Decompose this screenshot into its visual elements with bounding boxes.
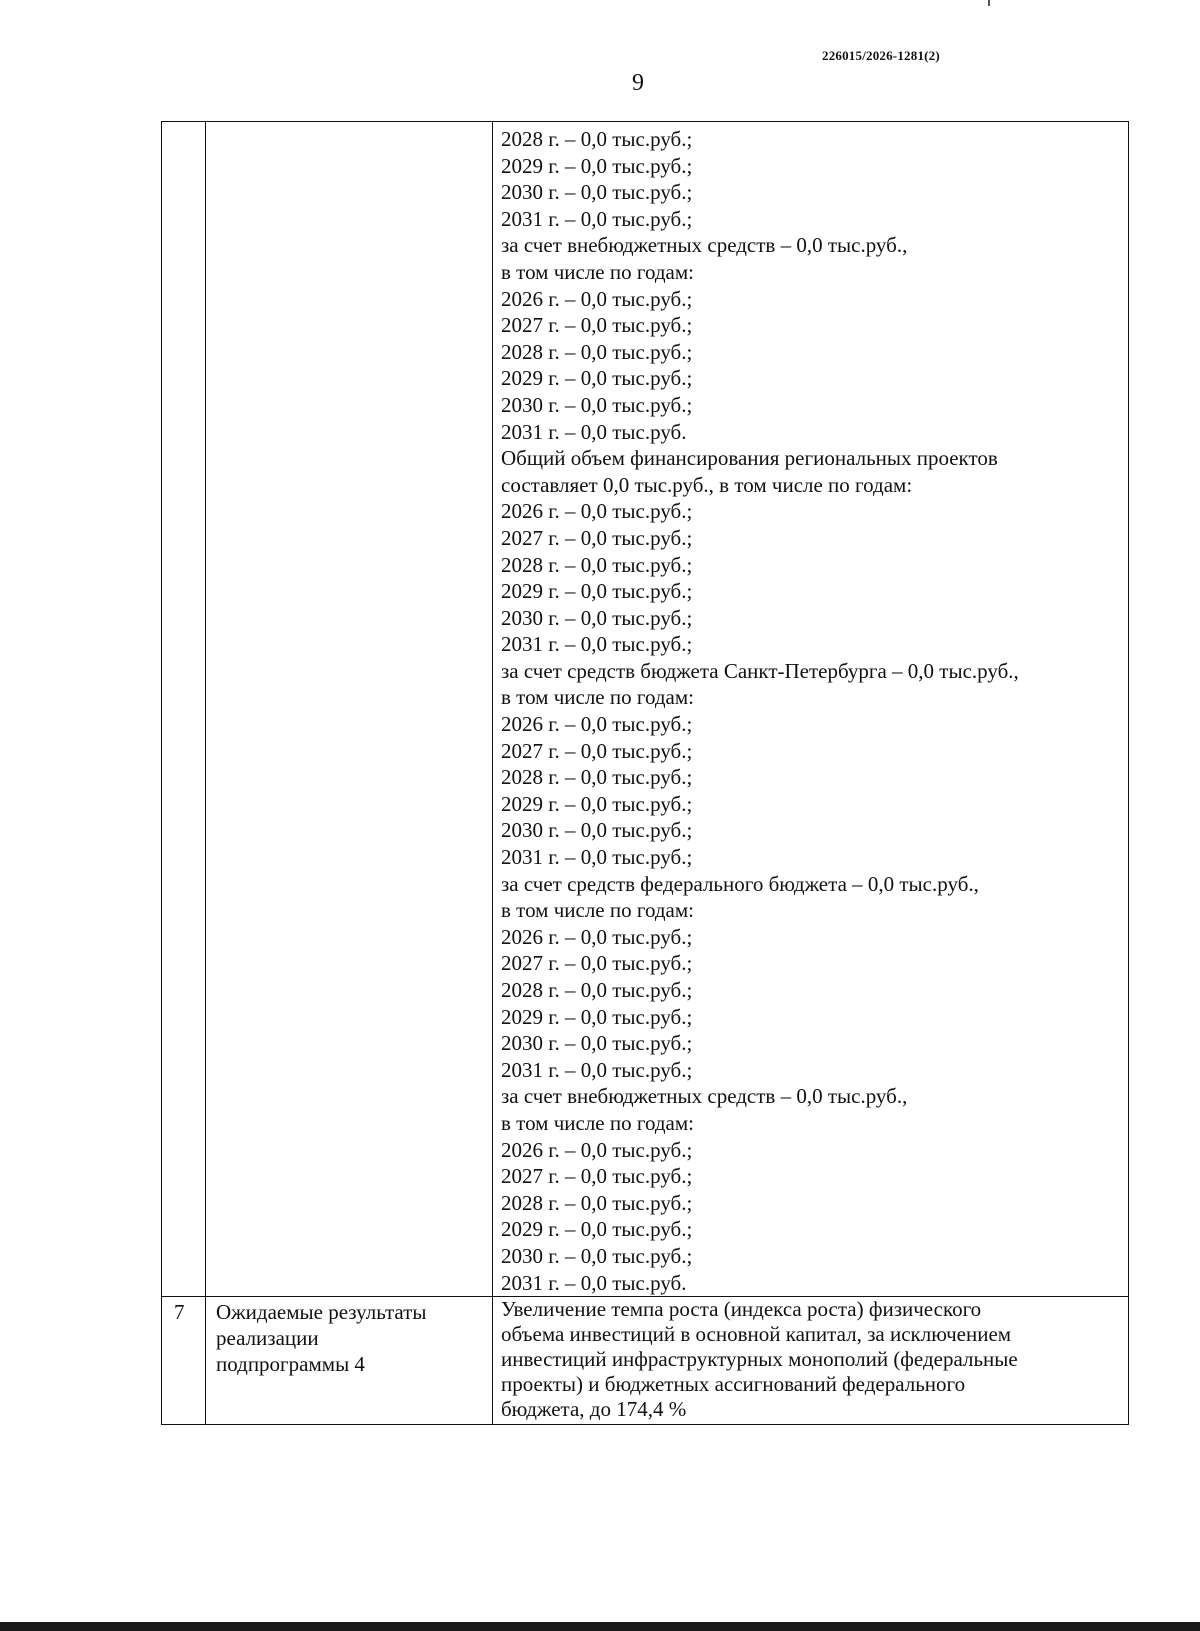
financing-line: 2027 г. – 0,0 тыс.руб.; bbox=[501, 1164, 693, 1189]
financing-line: 2031 г. – 0,0 тыс.руб.; bbox=[501, 632, 693, 657]
financing-line: 2028 г. – 0,0 тыс.руб.; bbox=[501, 127, 693, 151]
passport-table bbox=[161, 121, 1129, 1425]
financing-line: 2031 г. – 0,0 тыс.руб.; bbox=[501, 206, 693, 231]
financing-line: за счет внебюджетных средств – 0,0 тыс.руб., bbox=[501, 1084, 908, 1109]
row-result-text bbox=[493, 1297, 1128, 1424]
financing-line: 2027 г. – 0,0 тыс.руб.; bbox=[501, 525, 693, 550]
result-line: Увеличение темпа роста (индекса роста) физического bbox=[501, 1297, 982, 1322]
table-row-financing bbox=[162, 122, 1129, 1297]
label-line: Ожидаемые результаты bbox=[216, 1300, 427, 1325]
cell-row-number bbox=[162, 1297, 206, 1425]
financing-line: 2030 г. – 0,0 тыс.руб.; bbox=[501, 180, 693, 205]
financing-line: 2031 г. – 0,0 тыс.руб. bbox=[501, 419, 687, 444]
financing-line: 2029 г. – 0,0 тыс.руб.; bbox=[501, 579, 693, 604]
row-label bbox=[206, 1297, 492, 1377]
financing-line: 2026 г. – 0,0 тыс.руб.; bbox=[501, 286, 693, 311]
scan-artifact bbox=[988, 0, 990, 6]
financing-line: 2029 г. – 0,0 тыс.руб.; bbox=[501, 366, 693, 391]
label-line: подпрограммы 4 bbox=[216, 1352, 365, 1377]
financing-line: за счет средств бюджета Санкт-Петербурга – 0,0 тыс.руб., bbox=[501, 658, 1019, 683]
cell-row-label bbox=[206, 1297, 493, 1425]
financing-line: в том числе по годам: bbox=[501, 685, 694, 710]
table-row-7 bbox=[162, 1297, 1129, 1425]
result-line: проекты) и бюджетных ассигнований федерального bbox=[501, 1372, 966, 1397]
cell-financing bbox=[493, 122, 1129, 1297]
cell-number-empty bbox=[162, 122, 206, 1297]
financing-line: 2026 г. – 0,0 тыс.руб.; bbox=[501, 924, 693, 949]
financing-line: 2028 г. – 0,0 тыс.руб.; bbox=[501, 978, 693, 1002]
financing-line: 2031 г. – 0,0 тыс.руб. bbox=[501, 1270, 687, 1295]
label-line: реализации bbox=[216, 1326, 319, 1351]
financing-line: 2030 г. – 0,0 тыс.руб.; bbox=[501, 392, 693, 417]
financing-line: 2028 г. – 0,0 тыс.руб.; bbox=[501, 552, 693, 577]
result-line: инвестиций инфраструктурных монополий (федеральные bbox=[501, 1347, 1018, 1372]
financing-line: 2027 г. – 0,0 тыс.руб.; bbox=[501, 738, 693, 763]
financing-line: 2030 г. – 0,0 тыс.руб.; bbox=[501, 1031, 693, 1056]
financing-line: 2030 г. – 0,0 тыс.руб.; bbox=[501, 1243, 693, 1268]
financing-line: 2029 г. – 0,0 тыс.руб.; bbox=[501, 1004, 693, 1029]
financing-line: 2031 г. – 0,0 тыс.руб.; bbox=[501, 1057, 693, 1082]
financing-line: 2027 г. – 0,0 тыс.руб.; bbox=[501, 951, 693, 976]
cell-label-empty bbox=[206, 122, 493, 1297]
financing-line: 2029 г. – 0,0 тыс.руб.; bbox=[501, 153, 693, 178]
financing-line: в том числе по годам: bbox=[501, 1110, 694, 1135]
financing-line: 2028 г. – 0,0 тыс.руб.; bbox=[501, 1190, 693, 1215]
financing-line: 2026 г. – 0,0 тыс.руб.; bbox=[501, 712, 693, 737]
financing-line: 2029 г. – 0,0 тыс.руб.; bbox=[501, 791, 693, 816]
financing-lines bbox=[493, 122, 1128, 1296]
financing-line: в том числе по годам: bbox=[501, 259, 694, 284]
page-number: 9 bbox=[632, 70, 644, 96]
financing-line: 2027 г. – 0,0 тыс.руб.; bbox=[501, 313, 693, 338]
cell-row-result bbox=[493, 1297, 1129, 1425]
result-line: бюджета, до 174,4 % bbox=[501, 1397, 687, 1422]
row-number: 7 bbox=[174, 1300, 185, 1325]
result-line: объема инвестиций в основной капитал, за исключением bbox=[501, 1322, 1012, 1347]
financing-line: за счет внебюджетных средств – 0,0 тыс.руб., bbox=[501, 233, 908, 258]
financing-line: 2030 г. – 0,0 тыс.руб.; bbox=[501, 818, 693, 843]
financing-line: Общий объем финансирования региональных проектов bbox=[501, 446, 998, 471]
financing-line: 2030 г. – 0,0 тыс.руб.; bbox=[501, 605, 693, 630]
document-code: 226015/2026-1281(2) bbox=[822, 48, 940, 63]
financing-line: 2031 г. – 0,0 тыс.руб.; bbox=[501, 845, 693, 870]
financing-line: 2029 г. – 0,0 тыс.руб.; bbox=[501, 1217, 693, 1242]
financing-line: 2028 г. – 0,0 тыс.руб.; bbox=[501, 765, 693, 790]
scan-bottom-edge bbox=[0, 1622, 1200, 1631]
financing-line: за счет средств федерального бюджета – 0,0 тыс.руб., bbox=[501, 871, 979, 896]
financing-line: 2028 г. – 0,0 тыс.руб.; bbox=[501, 339, 693, 364]
financing-line: 2026 г. – 0,0 тыс.руб.; bbox=[501, 499, 693, 524]
financing-line: составляет 0,0 тыс.руб., в том числе по годам: bbox=[501, 472, 913, 497]
financing-line: в том числе по годам: bbox=[501, 898, 694, 923]
financing-line: 2026 г. – 0,0 тыс.руб.; bbox=[501, 1137, 693, 1162]
